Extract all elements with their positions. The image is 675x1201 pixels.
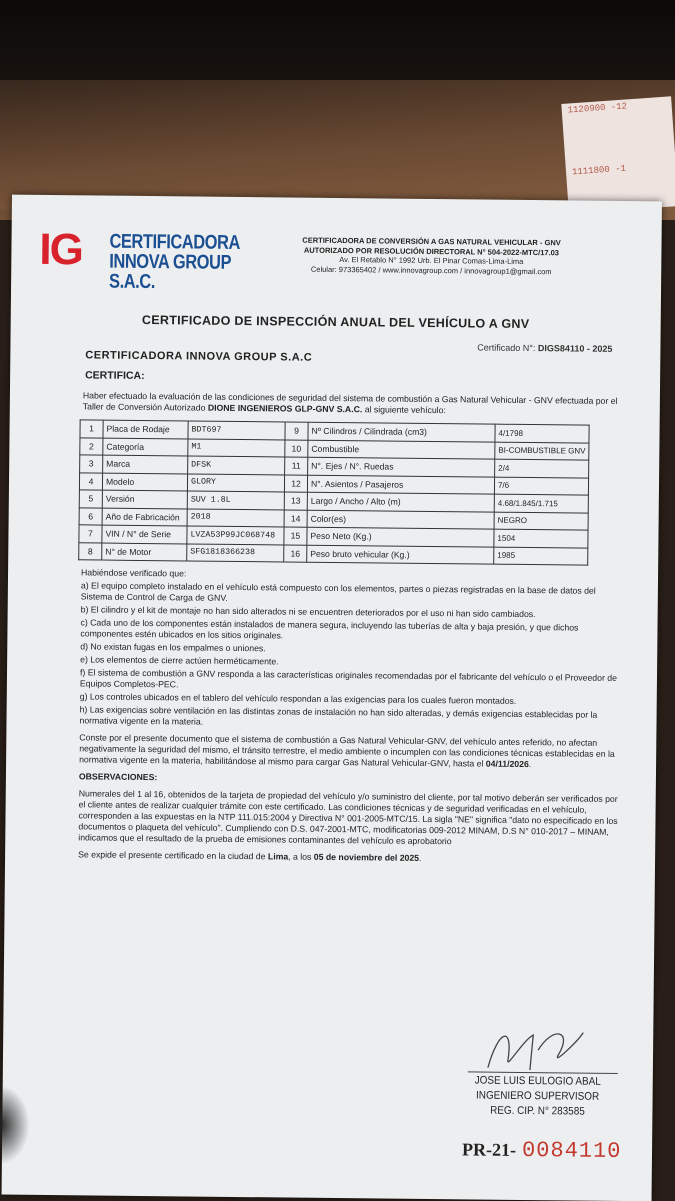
row-number: 10 <box>285 439 308 457</box>
verification-item: e) Los elementos de cierre actúen herméticamente. <box>80 654 279 667</box>
verified-heading: Habiéndose verificado que: <box>81 567 187 579</box>
header-line2: AUTORIZADO POR RESOLUCIÓN DIRECTORAL N° 504-2022-MTC/17.03 <box>303 245 560 257</box>
row-number: 8 <box>79 542 102 560</box>
signer-registration: REG. CIP. N° 283585 <box>490 1104 585 1118</box>
field-label: Versión <box>102 490 187 508</box>
certificate-number <box>477 342 612 353</box>
row-number: 11 <box>285 457 308 475</box>
row-number: 14 <box>284 509 307 527</box>
vehicle-data-table <box>78 419 590 565</box>
document-title: CERTIFICADO DE INSPECCIÓN ANUAL DEL VEHÍCULO A GNV <box>141 312 530 332</box>
field-value: NEGRO <box>494 512 588 530</box>
field-value: 1504 <box>494 529 588 547</box>
field-label: Color(es) <box>307 510 494 529</box>
field-value: SFG1818366238 <box>187 543 284 562</box>
form-code: PR-21- <box>461 1139 517 1160</box>
form-number <box>462 1137 622 1164</box>
field-value: BDT697 <box>188 421 285 440</box>
certificate-sheet <box>2 195 662 1201</box>
row-number: 5 <box>79 490 102 508</box>
row-number: 3 <box>80 455 103 473</box>
row-number: 7 <box>79 525 102 543</box>
row-number: 12 <box>284 474 307 492</box>
issue-statement: Se expide el presente certificado en la ciudad de Lima, a los 05 de noviembre del 2025. <box>78 849 422 863</box>
field-value: GLORY <box>187 473 284 492</box>
header-address: Av. El Retablo N° 1992 Urb. El Pinar Comas-Lima-Lima <box>339 255 524 266</box>
verification-item: c) Cada uno de los componentes están instalados de manera segura, incluyendo las tuberías de alta y baja presión, y que dichos componentes estén ubicados en los sitios originales. <box>80 617 579 641</box>
side-receipt-slip <box>561 96 675 213</box>
certificate-number-label: Certificado N°: <box>477 342 536 354</box>
field-label: N°. Asientos / Pasajeros <box>307 475 494 494</box>
certifica-heading: CERTIFICA: <box>85 369 145 382</box>
verification-list <box>79 580 620 732</box>
field-label: Marca <box>103 455 188 473</box>
signature-block <box>448 1019 628 1118</box>
signer-name: JOSE LUIS EULOGIO ABAL <box>474 1074 601 1088</box>
field-label: Año de Fabricación <box>102 508 187 526</box>
field-label: Peso bruto vehicular (Kg.) <box>307 545 494 564</box>
verification-item: f) El sistema de combustión a GNV responda a las características originales recomendadas por el fabricante del vehículo o el Proveedor de Equipos Completos-PEC. <box>79 667 618 690</box>
field-value: BI-COMBUSTIBLE GNV <box>495 442 589 460</box>
field-label: Nº Cilindros / Cilindrada (cm3) <box>308 422 495 441</box>
field-label: Placa de Rodaje <box>103 420 188 438</box>
document-body <box>78 567 621 868</box>
logo-wordmark <box>109 232 249 293</box>
observations-text: Numerales del 1 al 16, obtenidos de la tarjeta de propiedad del vehículo y/o suministro del cliente, por tal motivo deberán ser verificados por el cliente antes de realizar cualquier trámite con este certificado. Las condiciones técnicas y de seguridad verificadas en el vehículo, corresponden a las expuestas en la NTP 111.015:2004 y Directiva N° 001-2005-MTC/15. La sigla "NE" significa "dato no especificado en los documentos o plaqueta del vehículo". Cumpliendo con D.S. 047-2001-MTC, modificatorias 009-2012 MINAM, D.S N° 010-2017 – MINAM, indicamos que el resultado de la prueba de emisiones contaminantes del vehículo es aprobatorio <box>78 788 618 847</box>
field-value: 4.68/1.845/1.715 <box>494 494 588 512</box>
observations-heading: OBSERVACIONES: <box>78 771 158 783</box>
signer-role: INGENIERO SUPERVISOR <box>476 1089 600 1103</box>
field-value: DFSK <box>188 456 285 475</box>
verification-item: h) Las exigencias sobre ventilación en las distintas zonas de instalación no han sido alteradas, y demás exigencias establecidas por la normativa vigente en la materia. <box>79 704 598 727</box>
side-slip-line: 1120900 -12 <box>567 101 628 116</box>
field-label: Largo / Ancho / Alto (m) <box>307 492 494 511</box>
side-slip-line: 1111800 -1 <box>571 163 627 178</box>
field-label: VIN / N° de Serie <box>102 525 187 543</box>
row-number: 6 <box>79 507 102 525</box>
field-label: Peso Neto (Kg.) <box>307 527 494 546</box>
field-label: Modelo <box>102 473 187 491</box>
handwritten-signature <box>478 1020 589 1076</box>
header-info <box>266 235 596 276</box>
verification-item: b) El cilindro y el kit de montaje no han sido alterados ni se encuentren deteriorados por el uso ni han sido cambiados. <box>80 604 536 620</box>
field-label: N° de Motor <box>102 543 187 561</box>
row-number: 9 <box>285 422 308 440</box>
field-value: LVZA53P99JC068748 <box>187 526 284 545</box>
logo-line1: CERTIFICADORA <box>109 230 241 254</box>
field-label: Combustible <box>308 440 495 459</box>
signer-details <box>456 1073 618 1120</box>
field-value: M1 <box>188 438 285 457</box>
form-serial: 0084110 <box>521 1137 622 1165</box>
field-label: Categoría <box>103 438 188 456</box>
field-value: 7/6 <box>494 477 588 495</box>
verification-item: d) No existan fugas en los empalmes o uniones. <box>80 641 266 654</box>
field-label: N°. Ejes / N°. Ruedas <box>308 457 495 476</box>
certificate-number-value: DIGS84110 - 2025 <box>537 343 613 354</box>
finger-shadow <box>0 1085 30 1165</box>
logo-line2: INNOVA GROUP S.A.C. <box>108 250 231 294</box>
row-number: 4 <box>79 472 102 490</box>
field-value: SUV 1.8L <box>187 491 284 510</box>
row-number: 15 <box>284 527 307 545</box>
row-number: 2 <box>80 437 103 455</box>
logo-mark: IG <box>39 224 83 275</box>
header-contact: Celular: 973365402 / www.innovagroup.com / innovagroup1@gmail.com <box>310 264 552 276</box>
conste-paragraph: Conste por el presente documento que el sistema de combustión a Gas Natural Vehicular-GNV, del vehículo antes referido, no afectan negativamente la seguridad del mismo, el tránsito terrestre, el medio ambiente o incumplen con las condiciones técnicas establecidas en la normativa vigente en la materia, habilitándose al mismo para cargar Gas Natural Vehicular-GNV, hasta el 04/11/2026. <box>79 732 615 770</box>
field-value: 2/4 <box>495 459 589 477</box>
company-name: CERTIFICADORA INNOVA GROUP S.A.C <box>85 349 313 364</box>
row-number: 13 <box>284 492 307 510</box>
field-value: 4/1798 <box>495 424 589 442</box>
verification-item: a) El equipo completo instalado en el vehículo está compuesto con los elementos, partes o piezas registradas en la base de datos del Sistema de Control de Carga de GNV. <box>80 580 596 603</box>
header-line1: CERTIFICADORA DE CONVERSIÓN A GAS NATURAL VEHICULAR - GNV <box>302 235 561 248</box>
intro-paragraph: Haber efectuado la evaluación de las condiciones de seguridad del sistema de combustión a Gas Natural Vehicular - GNV efectuada por el Taller de Conversión Autorizado DIONE INGENIEROS GLP-GNV S.A.C. al siguiente vehículo: <box>82 390 618 416</box>
row-number: 16 <box>284 544 307 562</box>
row-number: 1 <box>80 420 103 438</box>
field-value: 1985 <box>494 547 588 565</box>
verification-item: g) Los controles ubicados en el tablero del vehículo respondan a las exigencias para los cuales fueron montados. <box>79 691 517 706</box>
field-value: 2018 <box>187 508 284 527</box>
